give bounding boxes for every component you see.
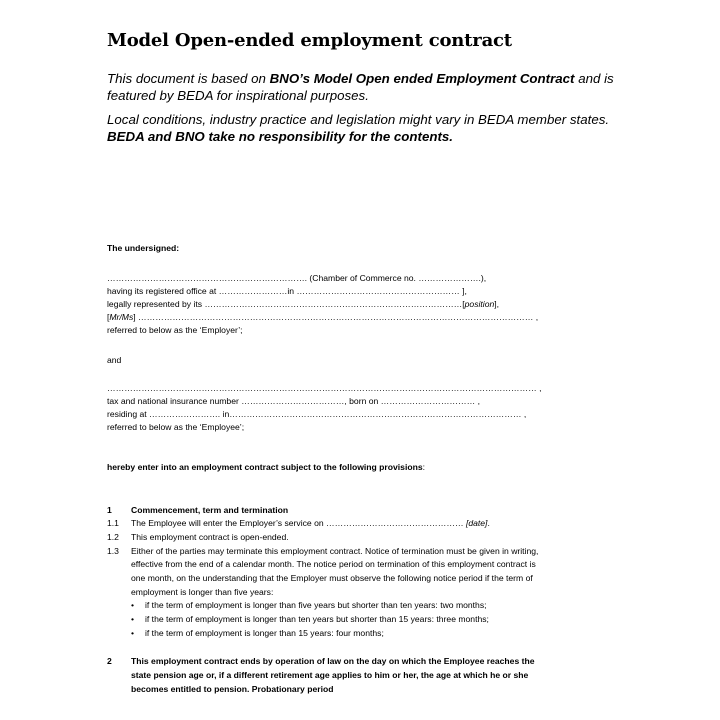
intro-text: Local conditions, industry practice and legislation might vary in BEDA member states. [107,112,610,127]
date-placeholder: [date] [465,518,488,528]
section-heading: Commencement, term and termination [131,505,289,515]
intro-text: This document is based on [107,71,270,86]
clause-text: This employment contract is open-ended. [131,532,289,542]
text: ] ………………………………………………………………………………………………………………………… , [133,312,539,322]
list-item: if the term of employment is longer than ten years but shorter than 15 years: three months; [145,614,489,624]
employer-line: referred to below as the ‘Employer’; [107,325,243,335]
text: : [422,462,426,472]
employee-line: referred to below as the ‘Employee’; [107,422,245,432]
provisions-intro [107,461,425,474]
bullet-icon: • [131,600,135,610]
employee-line: tax and national insurance number ………………………………, born on …………………………… , [107,396,480,406]
clause-number: 1.3 [107,546,119,556]
position-placeholder: position [464,299,495,309]
list-item: if the term of employment is longer than 15 years: four months; [145,628,384,638]
clause-text: one month, on the understanding that the Employer must observe the following notice period if the term of [131,573,533,583]
document-title: Model Open-ended employment contract [107,30,512,51]
clause-text: effective from the end of a calendar month. The notice period on termination of this employment contract is [131,559,536,569]
employer-line [107,311,538,324]
intro-emphasis: BNO’s Model Open ended Employment Contract [269,71,575,86]
bullet-icon: • [131,628,135,638]
section-text: This employment contract ends by operation of law on the day on which the Employee reaches the [131,656,535,666]
bullet-icon: • [131,614,135,624]
intro-paragraph-1 [107,70,627,104]
clause-text: employment is longer than five years: [131,587,274,597]
text: hereby enter into an employment contract subject to the following provisions [107,462,423,472]
text: . [487,518,490,528]
clause-text [131,517,490,530]
and-separator: and [107,355,122,365]
clause-number: 1.2 [107,532,119,542]
employee-line: residing at ……………………. in………………………………………………………………………………………… , [107,409,527,419]
section-number: 2 [107,656,112,666]
intro-paragraph-2 [107,111,627,145]
section-text: becomes entitled to pension. Probationary period [131,684,334,694]
clause-text: Either of the parties may terminate this employment contract. Notice of termination must be given in writing, [131,546,539,556]
section-text: state pension age or, if a different retirement age applies to him or her, the age at which he or she [131,670,529,680]
list-item: if the term of employment is longer than five years but shorter than ten years: two months; [145,600,487,610]
text: The Employee will enter the Employer’s service on ………………………………………… [131,518,466,528]
undersigned-heading: The undersigned: [107,243,180,253]
clause-number: 1.1 [107,518,119,528]
text: ], [494,299,500,309]
employee-line: …………………………………………………………………………………………………………………………………… , [107,383,542,393]
text: [ [107,312,110,322]
employer-line: ……………………………………………………………. (Chamber of Commerce no. ………………….), [107,273,487,283]
intro-emphasis: BEDA and BNO take no responsibility for the contents. [107,129,454,144]
employer-line [107,298,499,311]
employer-line: having its registered office at ……………………in ………………………………………………… ], [107,286,467,296]
text: legally represented by its ………………………………………………………………………………[ [107,299,465,309]
title-placeholder: Mr/Ms [109,312,134,322]
section-number: 1 [107,505,112,515]
intro-text: and is featured by BEDA for inspirational purposes. [107,71,614,103]
